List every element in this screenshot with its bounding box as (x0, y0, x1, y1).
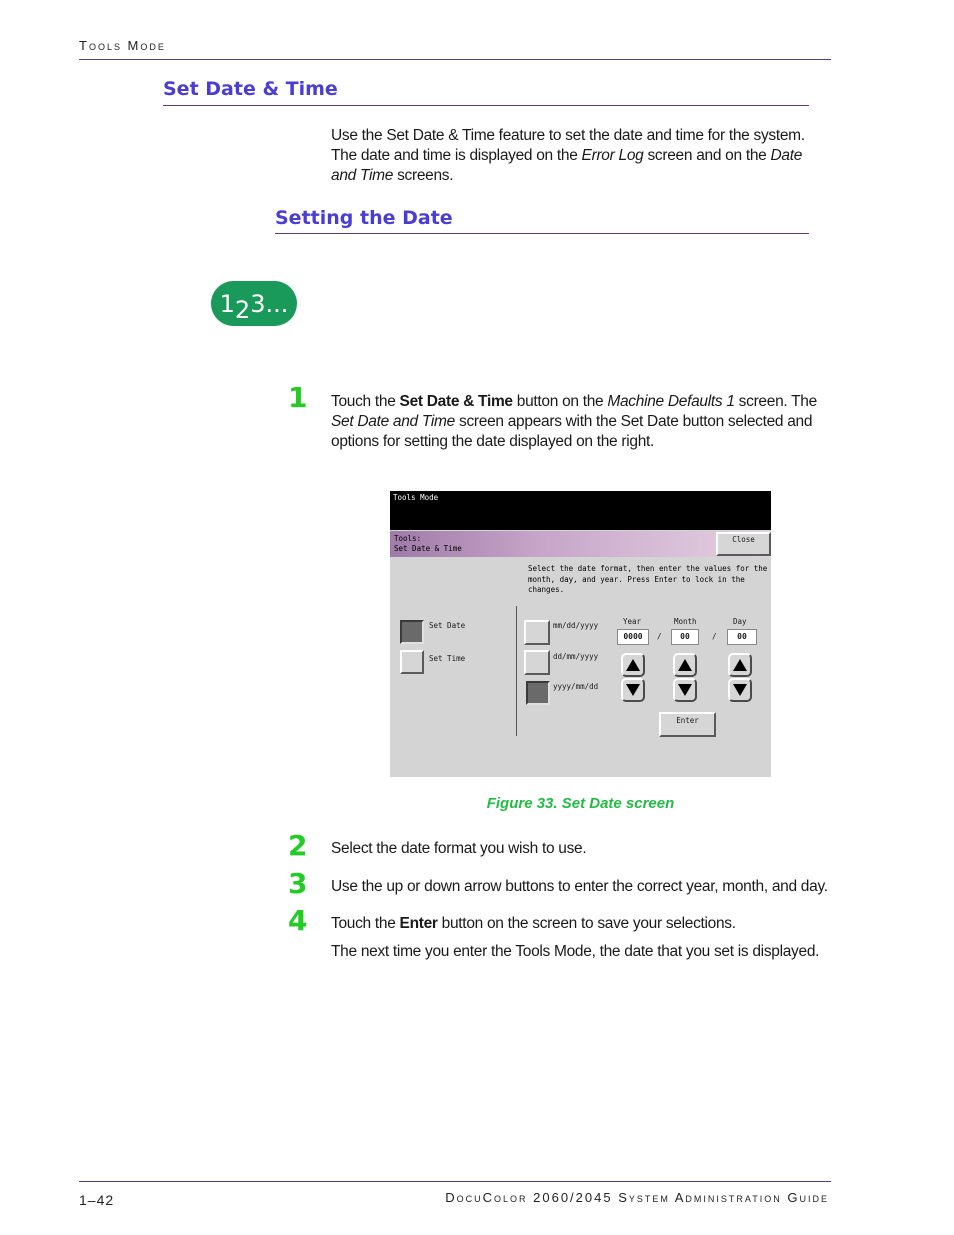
set-date-screen-figure (390, 491, 771, 777)
date-separator: / (657, 632, 662, 641)
month-label: Month (674, 617, 697, 626)
page-number: 1–42 (79, 1192, 115, 1208)
intro-paragraph: Use the Set Date & Time feature to set the date and time for the system. The date and time is displayed on the Error Log screen and on the Date and Time screens. (331, 127, 805, 184)
set-date-button[interactable] (400, 620, 424, 644)
step-number: 3 (288, 867, 308, 900)
set-time-button[interactable] (400, 650, 424, 674)
subsection-rule (275, 233, 809, 234)
set-time-label: Set Time (429, 654, 466, 663)
screen-top-bar (390, 491, 771, 530)
year-label: Year (623, 617, 642, 626)
format-label: yyyy/mm/dd (553, 682, 599, 691)
month-up-button[interactable] (673, 653, 697, 677)
step-4-text: Touch the Enter button on the screen to save your selections. (331, 915, 736, 932)
enter-button[interactable]: Enter (659, 712, 716, 737)
down-arrow-icon (733, 684, 747, 696)
day-up-button[interactable] (728, 653, 752, 677)
up-arrow-icon (733, 659, 747, 671)
subsection-title: Setting the Date (275, 207, 453, 229)
divider (516, 606, 517, 736)
mode-title: Tools Mode (393, 493, 439, 502)
instructions-text: Select the date format, then enter the values for the month, day, and year. Press Enter to lock in the changes. (528, 564, 768, 594)
breadcrumb-set-date-time: Set Date & Time (394, 544, 462, 553)
breadcrumb-tools: Tools: (394, 534, 422, 543)
format-mmddyyyy-button[interactable] (524, 620, 550, 645)
close-button[interactable]: Close (716, 532, 771, 556)
day-field[interactable]: 00 (727, 629, 757, 645)
running-header: Tools Mode (79, 38, 166, 53)
up-arrow-icon (678, 659, 692, 671)
step-4-note: The next time you enter the Tools Mode, the date that you set is displayed. (331, 943, 820, 960)
procedure-badge: 1 2 3... (211, 281, 297, 326)
figure-caption: Figure 33. Set Date screen (486, 795, 675, 812)
set-date-label: Set Date (429, 621, 466, 630)
month-field[interactable]: 00 (671, 629, 699, 645)
down-arrow-icon (626, 684, 640, 696)
section-title: Set Date & Time (163, 78, 338, 100)
format-label: dd/mm/yyyy (553, 652, 599, 661)
step-number: 2 (288, 829, 308, 862)
month-down-button[interactable] (673, 678, 697, 702)
date-separator: / (712, 632, 717, 641)
year-down-button[interactable] (621, 678, 645, 702)
step-2-text: Select the date format you wish to use. (331, 840, 587, 857)
step-3-text: Use the up or down arrow buttons to enter the correct year, month, and day. (331, 878, 828, 895)
section-rule (163, 105, 809, 106)
up-arrow-icon (626, 659, 640, 671)
step-number: 1 (288, 381, 308, 414)
day-down-button[interactable] (728, 678, 752, 702)
header-rule (79, 59, 831, 60)
down-arrow-icon (678, 684, 692, 696)
screen-title-bar (390, 531, 771, 557)
format-label: mm/dd/yyyy (553, 621, 599, 630)
year-up-button[interactable] (621, 653, 645, 677)
day-label: Day (733, 617, 747, 626)
format-ddmmyyyy-button[interactable] (524, 650, 550, 675)
year-field[interactable]: 0000 (617, 629, 649, 645)
footer-rule (79, 1181, 831, 1182)
format-yyyymmdd-button[interactable] (526, 681, 550, 705)
step-number: 4 (288, 904, 308, 937)
guide-title: DocuColor 2060/2045 System Administration Guide (445, 1190, 829, 1205)
step-1-text: Touch the Set Date & Time button on the Machine Defaults 1 screen. The Set Date and Time screen appears with the Set Date button selected and options for setting the date displayed on the right. (331, 393, 817, 450)
